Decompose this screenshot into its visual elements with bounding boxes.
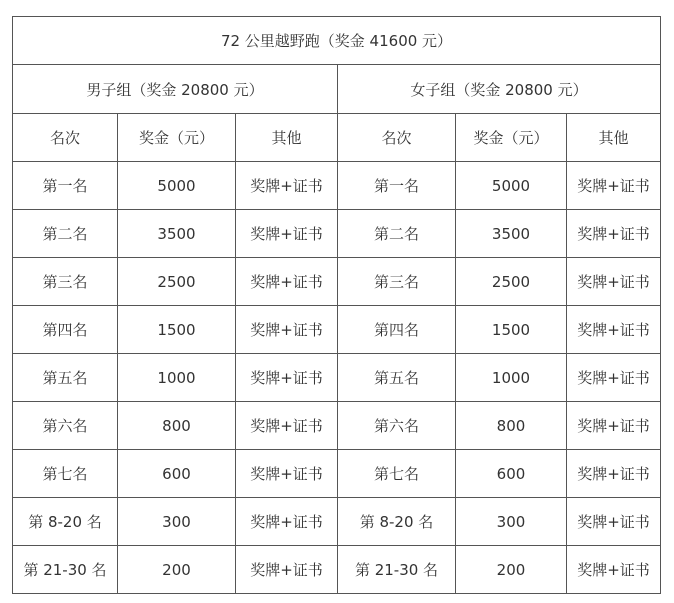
female-prize-cell: 1000 bbox=[456, 354, 567, 402]
table-row bbox=[13, 498, 661, 546]
female-rank-cell: 第 21-30 名 bbox=[338, 546, 456, 594]
male-prize-cell: 200 bbox=[118, 546, 236, 594]
male-rank-cell: 第五名 bbox=[13, 354, 118, 402]
male-prize-cell: 2500 bbox=[118, 258, 236, 306]
table-row bbox=[13, 354, 661, 402]
table-row bbox=[13, 258, 661, 306]
female-prize-cell: 300 bbox=[456, 498, 567, 546]
female-other-cell: 奖牌+证书 bbox=[567, 162, 661, 210]
female-rank-cell: 第四名 bbox=[338, 306, 456, 354]
male-rank-cell: 第一名 bbox=[13, 162, 118, 210]
female-rank-cell: 第二名 bbox=[338, 210, 456, 258]
female-rank-header: 名次 bbox=[338, 114, 456, 162]
female-rank-cell: 第 8-20 名 bbox=[338, 498, 456, 546]
male-other-cell: 奖牌+证书 bbox=[236, 306, 338, 354]
table-row bbox=[13, 546, 661, 594]
female-other-cell: 奖牌+证书 bbox=[567, 546, 661, 594]
male-other-cell: 奖牌+证书 bbox=[236, 258, 338, 306]
male-other-cell: 奖牌+证书 bbox=[236, 450, 338, 498]
table-row bbox=[13, 306, 661, 354]
male-prize-cell: 3500 bbox=[118, 210, 236, 258]
male-prize-header: 奖金（元） bbox=[118, 114, 236, 162]
female-other-cell: 奖牌+证书 bbox=[567, 210, 661, 258]
female-rank-cell: 第一名 bbox=[338, 162, 456, 210]
column-header-row bbox=[13, 114, 661, 162]
male-rank-cell: 第 21-30 名 bbox=[13, 546, 118, 594]
male-rank-cell: 第六名 bbox=[13, 402, 118, 450]
female-other-cell: 奖牌+证书 bbox=[567, 258, 661, 306]
female-other-cell: 奖牌+证书 bbox=[567, 354, 661, 402]
table-row bbox=[13, 450, 661, 498]
female-prize-cell: 5000 bbox=[456, 162, 567, 210]
female-prize-cell: 200 bbox=[456, 546, 567, 594]
male-other-header: 其他 bbox=[236, 114, 338, 162]
table-row bbox=[13, 162, 661, 210]
female-prize-header: 奖金（元） bbox=[456, 114, 567, 162]
table-title: 72 公里越野跑（奖金 41600 元） bbox=[13, 17, 661, 65]
female-other-cell: 奖牌+证书 bbox=[567, 402, 661, 450]
male-other-cell: 奖牌+证书 bbox=[236, 354, 338, 402]
title-row bbox=[13, 17, 661, 65]
female-prize-cell: 2500 bbox=[456, 258, 567, 306]
female-prize-cell: 800 bbox=[456, 402, 567, 450]
male-rank-cell: 第 8-20 名 bbox=[13, 498, 118, 546]
male-rank-cell: 第三名 bbox=[13, 258, 118, 306]
male-prize-cell: 800 bbox=[118, 402, 236, 450]
table-row bbox=[13, 210, 661, 258]
male-other-cell: 奖牌+证书 bbox=[236, 210, 338, 258]
male-prize-cell: 300 bbox=[118, 498, 236, 546]
male-rank-cell: 第二名 bbox=[13, 210, 118, 258]
female-rank-cell: 第六名 bbox=[338, 402, 456, 450]
male-prize-cell: 1000 bbox=[118, 354, 236, 402]
female-other-cell: 奖牌+证书 bbox=[567, 306, 661, 354]
group-row bbox=[13, 65, 661, 114]
male-rank-cell: 第四名 bbox=[13, 306, 118, 354]
male-group-header: 男子组（奖金 20800 元） bbox=[13, 65, 338, 114]
female-prize-cell: 1500 bbox=[456, 306, 567, 354]
male-rank-cell: 第七名 bbox=[13, 450, 118, 498]
female-rank-cell: 第五名 bbox=[338, 354, 456, 402]
prize-table bbox=[12, 16, 661, 594]
male-other-cell: 奖牌+证书 bbox=[236, 162, 338, 210]
female-prize-cell: 600 bbox=[456, 450, 567, 498]
male-other-cell: 奖牌+证书 bbox=[236, 546, 338, 594]
female-other-cell: 奖牌+证书 bbox=[567, 450, 661, 498]
male-other-cell: 奖牌+证书 bbox=[236, 402, 338, 450]
female-other-header: 其他 bbox=[567, 114, 661, 162]
male-prize-cell: 5000 bbox=[118, 162, 236, 210]
male-rank-header: 名次 bbox=[13, 114, 118, 162]
table-row bbox=[13, 402, 661, 450]
female-group-header: 女子组（奖金 20800 元） bbox=[338, 65, 661, 114]
male-prize-cell: 600 bbox=[118, 450, 236, 498]
female-prize-cell: 3500 bbox=[456, 210, 567, 258]
female-rank-cell: 第三名 bbox=[338, 258, 456, 306]
male-other-cell: 奖牌+证书 bbox=[236, 498, 338, 546]
female-other-cell: 奖牌+证书 bbox=[567, 498, 661, 546]
male-prize-cell: 1500 bbox=[118, 306, 236, 354]
female-rank-cell: 第七名 bbox=[338, 450, 456, 498]
